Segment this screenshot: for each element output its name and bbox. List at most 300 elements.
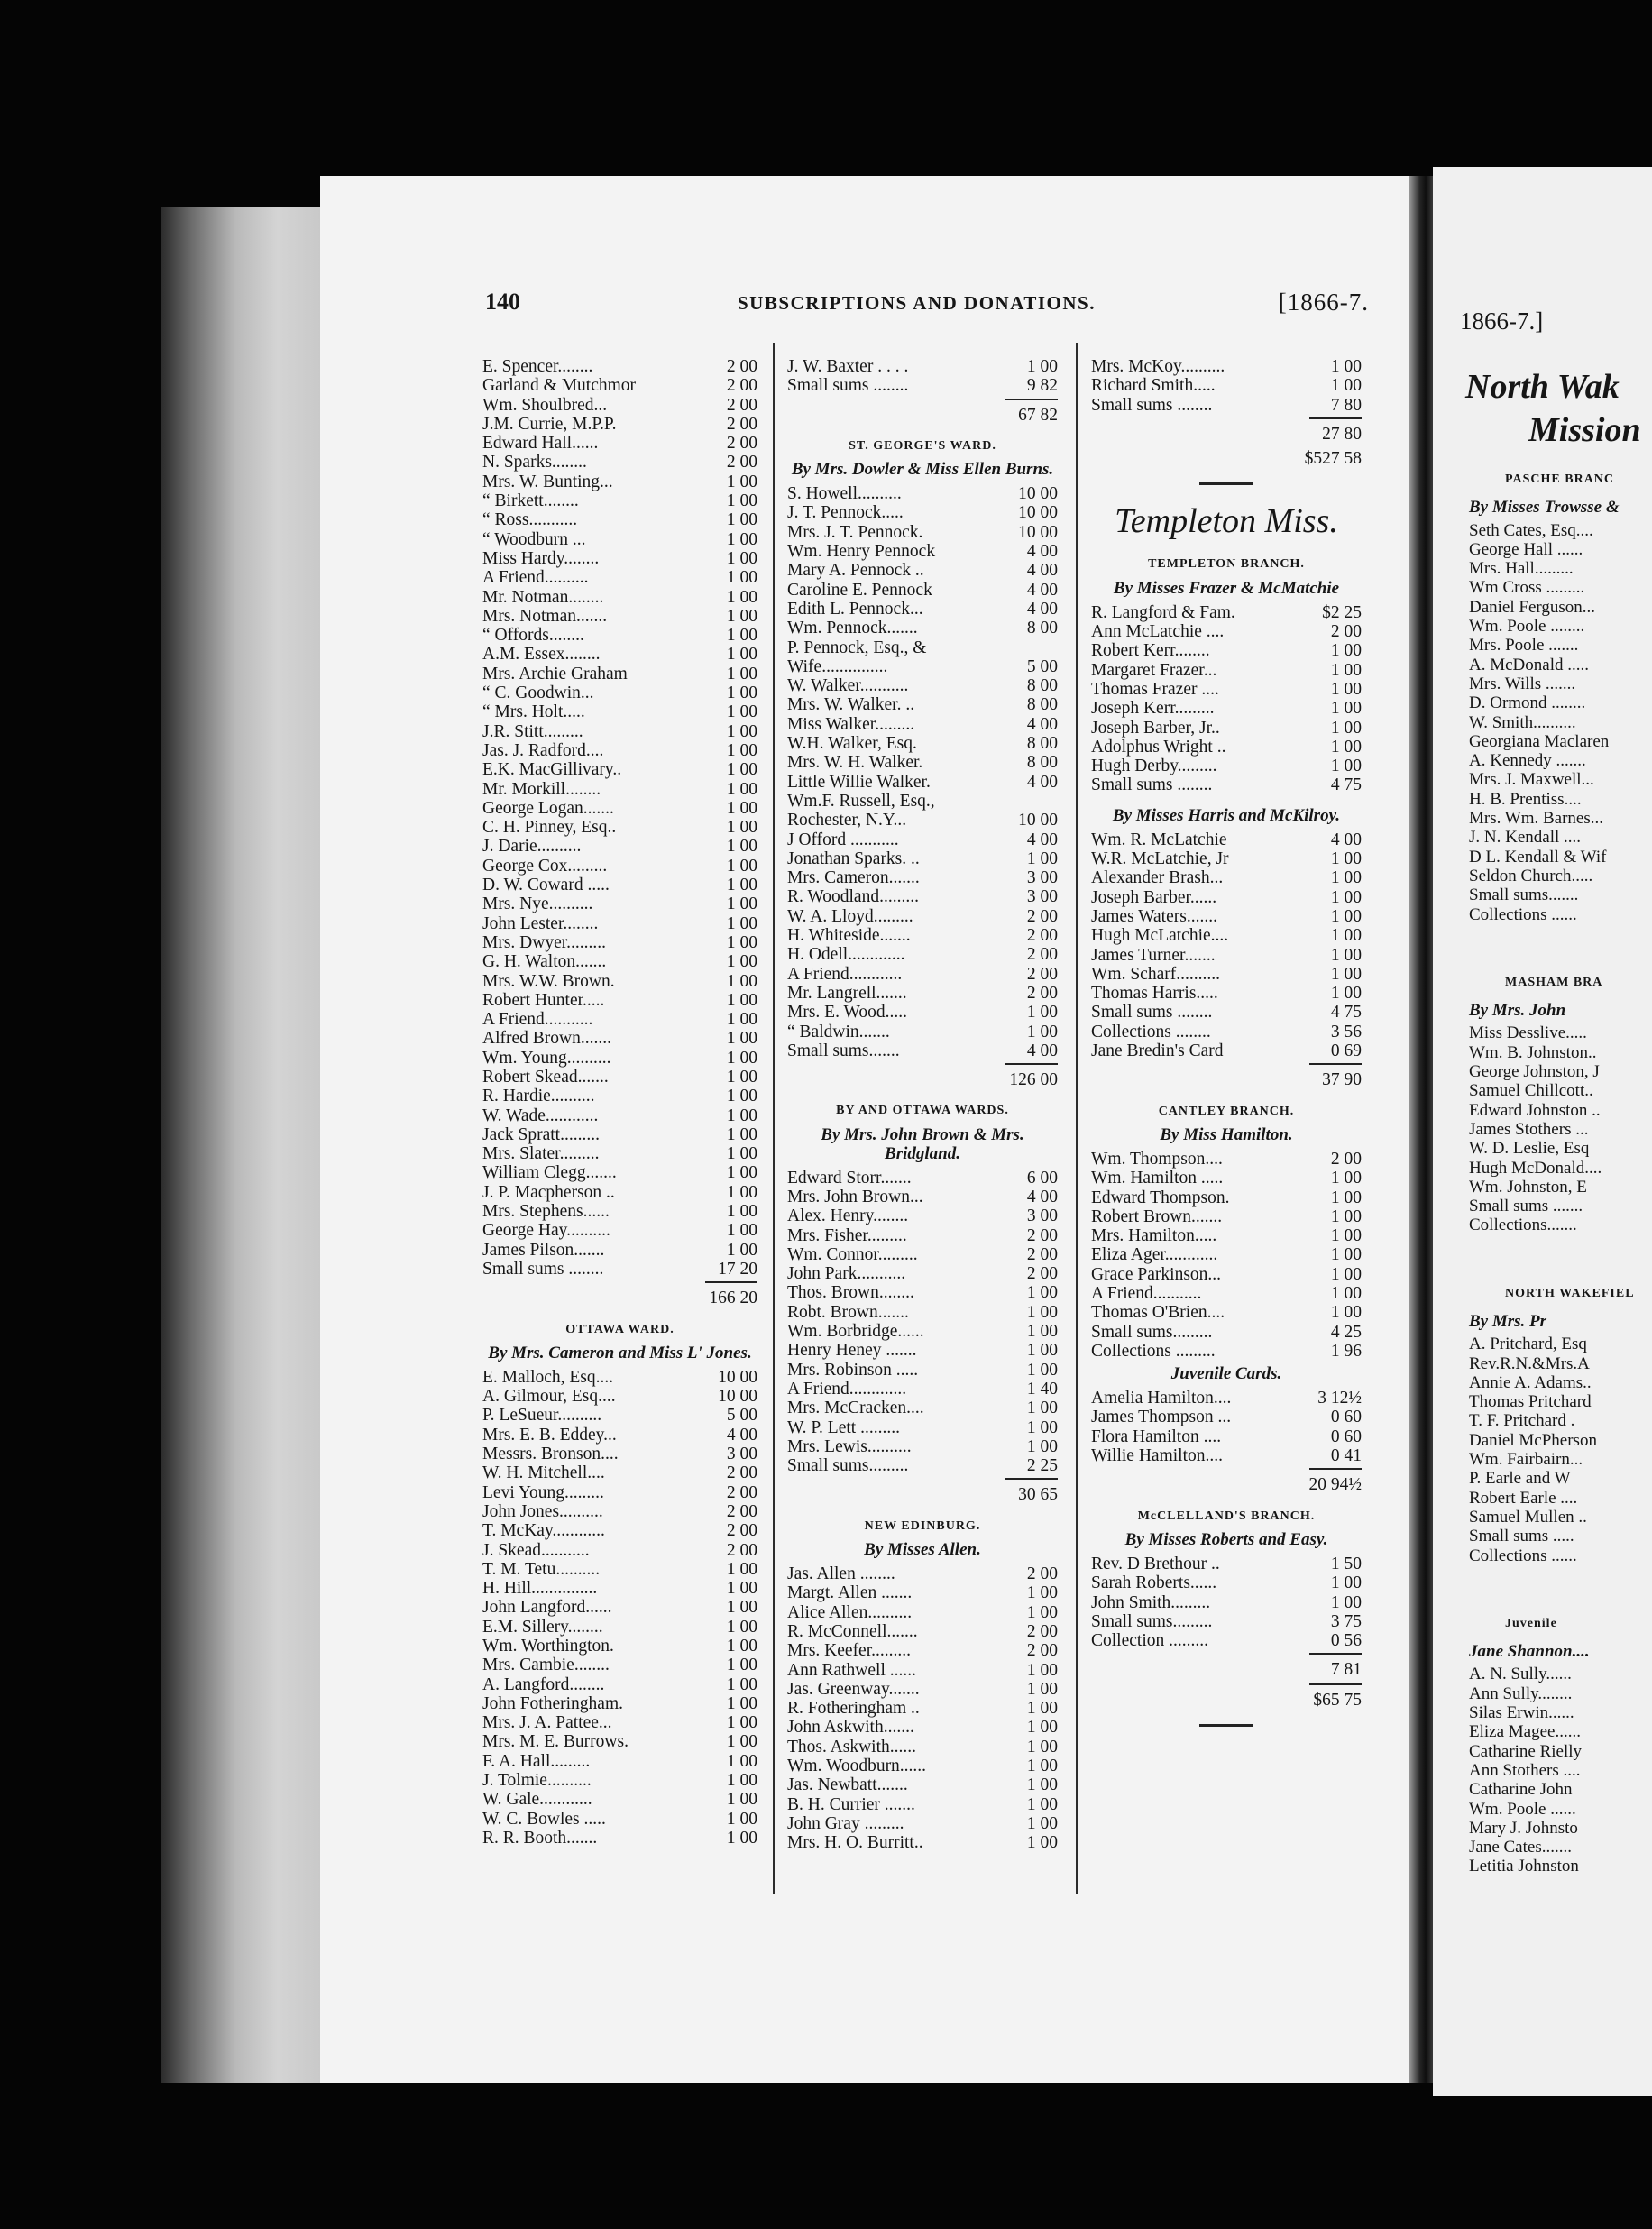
donation-row [482, 1221, 757, 1240]
donation-amount: 1 00 [1026, 1699, 1058, 1719]
section-heading: ST. GEORGE'S WARD. [849, 438, 996, 453]
donation-row [482, 760, 757, 779]
donor-name: Wm. Shoulbred... [482, 395, 608, 415]
donor-name: Mrs. W. Walker. .. [787, 695, 915, 715]
donation-row [1091, 1555, 1362, 1573]
donation-amount: 2 00 [726, 1501, 757, 1521]
donor-name: Ann Rathwell ...... [787, 1660, 916, 1680]
donation-row [787, 484, 1058, 503]
donation-row [1091, 1245, 1362, 1264]
facing-page-year: 1866-7.] [1460, 307, 1544, 335]
donor-name: Wm. R. McLatchie [1091, 830, 1227, 849]
donation-amount: 1 00 [1330, 357, 1362, 376]
donation-amount: 1 00 [1026, 1399, 1058, 1418]
donor-name: Wm. Woodburn...... [787, 1757, 927, 1775]
donor-name: John Lester........ [482, 913, 599, 933]
donor-name: Wm.F. Russell, Esq., [787, 791, 935, 811]
donation-amount: 1 00 [1026, 1775, 1058, 1795]
donation-amount: 1 00 [726, 1067, 757, 1087]
donation-row [482, 1829, 757, 1848]
donor-name: Small sums ........ [1091, 775, 1213, 795]
donation-amount: 1 00 [1330, 964, 1362, 984]
donor-name: “ Ross........... [482, 510, 578, 530]
facing-entry: Collections ...... [1469, 1546, 1577, 1565]
donation-amount: 6 00 [1026, 1168, 1058, 1188]
donation-row [787, 965, 1058, 984]
donor-name: Rochester, N.Y... [787, 811, 907, 830]
donor-name: Thos. Brown........ [787, 1283, 914, 1303]
donor-name: E.M. Sillery........ [482, 1617, 603, 1637]
donor-name: Eliza Ager............ [1091, 1245, 1218, 1265]
donation-row [482, 857, 757, 876]
donation-amount: 1 00 [1330, 1245, 1362, 1265]
donation-amount: 1 00 [1330, 1169, 1362, 1188]
donation-amount: 1 00 [1330, 641, 1362, 661]
column-2 [787, 357, 1058, 1852]
donation-amount: 1 00 [1026, 1360, 1058, 1380]
facing-entry: Ann Stothers .... [1469, 1760, 1581, 1780]
donation-row [787, 1622, 1058, 1641]
donor-name: Caroline E. Pennock [787, 580, 932, 600]
facing-entry: Wm. Johnston, E [1469, 1177, 1587, 1197]
donor-name: Wm. Connor......... [787, 1244, 918, 1264]
donation-row [482, 472, 757, 491]
facing-section-heading: Juvenile [1505, 1616, 1557, 1630]
donation-row [482, 1125, 757, 1144]
donor-name: Mr. Notman........ [482, 587, 604, 607]
section-collectors: Juvenile Cards. [1170, 1364, 1282, 1384]
donor-name: J. T. Pennock..... [787, 503, 904, 523]
donation-row [482, 1368, 757, 1387]
donor-name: Mrs. Keefer......... [787, 1641, 912, 1661]
donation-row [787, 1264, 1058, 1283]
donor-name: Mrs. McKoy.......... [1091, 357, 1225, 376]
facing-entry: W. Smith.......... [1469, 712, 1576, 732]
page-header [485, 289, 1369, 325]
donation-row [1091, 965, 1362, 984]
ward-total: 30 65 [1018, 1485, 1058, 1505]
section-heading: CANTLEY BRANCH. [1158, 1104, 1295, 1118]
donation-amount: 2 00 [1026, 1244, 1058, 1264]
donation-amount: 1 00 [1330, 1226, 1362, 1246]
donation-amount: 1 00 [726, 1144, 757, 1164]
donation-row [482, 1010, 757, 1029]
donation-row [1091, 396, 1362, 415]
donor-name: Wm. Borbridge...... [787, 1322, 924, 1342]
donor-name: Mrs. Notman....... [482, 606, 608, 626]
total-rule [705, 1281, 757, 1283]
facing-entry: By Misses Trowsse & [1469, 498, 1620, 518]
donation-amount: 1 00 [726, 971, 757, 991]
donor-name: Wm. Scharf.......... [1091, 964, 1220, 984]
donor-name: Thos. Askwith...... [787, 1737, 917, 1757]
donor-name: Alexander Brash... [1091, 868, 1224, 888]
donor-name: Margt. Allen ....... [787, 1583, 913, 1603]
donor-name: Small sums ........ [482, 1259, 604, 1279]
facing-entry: Wm. Fairbairn... [1469, 1450, 1583, 1470]
donation-amount: 1 00 [726, 683, 757, 703]
section-collectors: By Mrs. John Brown & Mrs. Bridgland. [821, 1124, 1024, 1163]
donation-row [482, 683, 757, 702]
donor-name: A Friend.......... [482, 568, 589, 588]
donation-amount: 1 00 [726, 606, 757, 626]
total-rule [1309, 1468, 1362, 1470]
facing-entry: Wm Cross ......... [1469, 578, 1585, 598]
donation-amount: 2 00 [1026, 945, 1058, 965]
donation-row [482, 607, 757, 626]
facing-entry: H. B. Prentiss.... [1469, 789, 1582, 809]
donor-name: William Clegg....... [482, 1163, 617, 1183]
donor-name: Jonathan Sparks. .. [787, 848, 920, 868]
donation-amount: 1 00 [726, 472, 757, 491]
donor-name: H. Odell............. [787, 945, 905, 965]
donation-amount: 8 00 [1026, 695, 1058, 715]
donation-amount: 1 00 [726, 491, 757, 511]
donation-row [482, 933, 757, 952]
donation-amount: 1 00 [726, 856, 757, 876]
facing-entry: Catharine John [1469, 1780, 1573, 1800]
donation-amount: 2 00 [1026, 983, 1058, 1003]
donation-amount: 1 00 [1330, 1303, 1362, 1323]
donor-name: Mrs. Nye.......... [482, 894, 593, 914]
donation-amount: 1 00 [1330, 1283, 1362, 1303]
donation-amount: 9 82 [1026, 376, 1058, 396]
mission-title: Templeton Miss. [1115, 502, 1338, 541]
facing-entry: A. McDonald ..... [1469, 655, 1589, 674]
donation-row [482, 914, 757, 933]
donor-name: James Waters....... [1091, 906, 1217, 926]
donation-row [482, 1713, 757, 1732]
donor-name: W. A. Lloyd......... [787, 906, 913, 926]
donation-row [1091, 1446, 1362, 1465]
donor-name: Adolphus Wright .. [1091, 737, 1226, 757]
donation-row [482, 952, 757, 971]
donor-name: John Park........... [787, 1264, 906, 1284]
donor-name: T. M. Tetu.......... [482, 1559, 601, 1579]
donor-name: Edward Thompson. [1091, 1188, 1230, 1207]
donor-name: Small sums....... [787, 1041, 900, 1060]
donation-row [1091, 1612, 1362, 1631]
donation-amount: 1 00 [1330, 1264, 1362, 1284]
donation-row [787, 1564, 1058, 1583]
donation-amount: 1 00 [1026, 1283, 1058, 1303]
donor-name: Alice Allen.......... [787, 1602, 913, 1622]
donation-amount: 5 00 [726, 1406, 757, 1426]
donation-amount: 2 00 [1026, 1264, 1058, 1284]
section-heading: TEMPLETON BRANCH. [1148, 557, 1305, 572]
donor-name: John Langford...... [482, 1598, 612, 1618]
donation-row [787, 773, 1058, 792]
donation-row [482, 645, 757, 664]
donor-name: Richard Smith..... [1091, 376, 1216, 396]
donation-row [787, 945, 1058, 964]
donation-amount: 1 00 [1330, 906, 1362, 926]
ward-total: 126 00 [1009, 1070, 1058, 1090]
donor-name: Small sums......... [1091, 1322, 1213, 1342]
donor-name: R. Hardie.......... [482, 1087, 595, 1106]
donation-amount: 4 00 [1026, 542, 1058, 562]
donation-row [1091, 830, 1362, 849]
donor-name: “ Woodburn ... [482, 529, 586, 549]
donation-amount: 1 00 [726, 1202, 757, 1222]
donation-row [482, 1618, 757, 1637]
donor-name: A Friend............ [787, 964, 903, 984]
donor-name: Wm. Hamilton ..... [1091, 1169, 1224, 1188]
donor-name: J Offord ........... [787, 830, 899, 849]
donation-amount: 1 00 [726, 702, 757, 722]
donation-row [482, 972, 757, 991]
donation-amount [993, 792, 1058, 811]
donor-name: Wm. Thompson.... [1091, 1149, 1223, 1169]
donation-row [787, 868, 1058, 887]
facing-entry: Samuel Chillcott.. [1469, 1081, 1593, 1101]
donation-row [787, 357, 1058, 376]
donation-row [787, 1226, 1058, 1245]
donation-amount: 1 00 [1330, 868, 1362, 888]
donation-row [787, 542, 1058, 561]
donation-amount: 1 00 [726, 1771, 757, 1791]
donation-amount: 1 00 [1330, 926, 1362, 946]
donor-name: Jas. J. Radford.... [482, 740, 604, 760]
donation-amount: 1 00 [1026, 357, 1058, 376]
donor-name: Alex. Henry........ [787, 1206, 909, 1226]
facing-entry: By Mrs. Pr [1469, 1311, 1547, 1331]
donation-row [1091, 1631, 1362, 1650]
facing-section-heading: NORTH WAKEFIEL [1505, 1286, 1635, 1300]
donor-name: Hugh McLatchie.... [1091, 926, 1229, 946]
donation-amount: 1 00 [726, 1693, 757, 1713]
donor-name: Mrs. Lewis.......... [787, 1436, 912, 1456]
donor-name: “ Offords........ [482, 626, 584, 646]
facing-entry: D. Ormond ........ [1469, 693, 1586, 713]
donation-row [482, 876, 757, 894]
donation-row [787, 1437, 1058, 1456]
donation-row [1091, 1342, 1362, 1361]
donor-name: Edward Hall...... [482, 434, 599, 454]
donor-name: W. P. Lett ......... [787, 1417, 900, 1437]
donation-amount: 1 00 [726, 721, 757, 741]
donation-amount: 17 20 [718, 1259, 757, 1279]
donor-name: John Askwith....... [787, 1718, 914, 1738]
donation-row [482, 894, 757, 913]
donation-amount: 2 00 [1026, 906, 1058, 926]
donation-row [482, 588, 757, 607]
donor-name: Small sums......... [1091, 1611, 1213, 1631]
donation-amount: 1 00 [1330, 699, 1362, 719]
donor-name: Mrs. Hamilton..... [1091, 1226, 1217, 1246]
donation-row [787, 1456, 1058, 1475]
donation-amount: 2 00 [726, 414, 757, 434]
donor-name: D. W. Coward ..... [482, 876, 610, 895]
facing-entry: Ann Sully........ [1469, 1683, 1573, 1703]
column-rule [773, 343, 775, 1894]
donor-name: Mrs. W.W. Brown. [482, 971, 615, 991]
donation-row [787, 753, 1058, 772]
donation-amount: 2 00 [1026, 964, 1058, 984]
donor-name: “ C. Goodwin... [482, 683, 594, 703]
donation-row [482, 1426, 757, 1445]
facing-entry: Wm. B. Johnston.. [1469, 1042, 1597, 1062]
donation-amount: 1 00 [1026, 1341, 1058, 1361]
donation-row [482, 741, 757, 760]
donation-amount: 1 00 [726, 1598, 757, 1618]
donor-name: A.M. Essex........ [482, 645, 601, 665]
donation-row [1091, 868, 1362, 887]
donor-name: Robert Brown....... [1091, 1206, 1223, 1226]
donor-name: J. Tolmie.......... [482, 1771, 592, 1791]
donation-amount: 1 00 [726, 1790, 757, 1810]
facing-entry: Edward Johnston .. [1469, 1100, 1601, 1120]
donation-amount: 1 00 [726, 798, 757, 818]
donation-row [1091, 1284, 1362, 1303]
donor-name: W. Walker........... [787, 676, 909, 696]
donor-name: Levi Young......... [482, 1482, 604, 1502]
total-rule [1309, 417, 1362, 419]
donor-name: H. Whiteside....... [787, 926, 911, 946]
section-collectors: By Misses Allen. [864, 1540, 981, 1560]
facing-entry: George Johnston, J [1469, 1062, 1600, 1082]
donation-row [787, 619, 1058, 638]
donation-row [482, 837, 757, 856]
donation-amount: 10 00 [1018, 503, 1058, 523]
donation-row [482, 1579, 757, 1598]
facing-entry: Mrs. Hall......... [1469, 559, 1574, 579]
donation-row [482, 1598, 757, 1617]
donation-row [1091, 1323, 1362, 1342]
donation-amount: 1 00 [726, 913, 757, 933]
donor-name: Hugh Derby......... [1091, 757, 1217, 776]
donation-row [1091, 603, 1362, 622]
donation-amount: 0 69 [1330, 1041, 1362, 1061]
donation-row [1091, 1041, 1362, 1060]
donation-amount: 1 00 [726, 529, 757, 549]
donor-name: Willie Hamilton.... [1091, 1446, 1223, 1466]
donor-name: Mrs. J. A. Pattee... [482, 1713, 612, 1733]
donor-name: Mrs. Slater......... [482, 1144, 600, 1164]
donation-amount: 3 00 [1026, 868, 1058, 888]
donation-amount: 1 00 [726, 932, 757, 952]
donation-amount: 1 00 [726, 1087, 757, 1106]
donation-row [787, 1603, 1058, 1622]
running-title: SUBSCRIPTIONS AND DONATIONS. [738, 292, 1096, 314]
donation-amount: 1 50 [1330, 1554, 1362, 1573]
facing-title-line: North Wak [1465, 368, 1620, 406]
donor-name: Margaret Frazer... [1091, 660, 1217, 680]
donation-amount: 1 00 [726, 626, 757, 646]
donor-name: A Friend........... [482, 1010, 593, 1030]
donor-name: Edith L. Pennock... [787, 599, 923, 619]
donation-row [482, 396, 757, 415]
facing-entry: George Hall ...... [1469, 539, 1583, 559]
donation-amount: 1 00 [1026, 1302, 1058, 1322]
facing-entry: P. Earle and W [1469, 1469, 1571, 1489]
donor-name: R. Fotheringham .. [787, 1699, 920, 1719]
facing-entry: Jane Shannon.... [1469, 1642, 1590, 1662]
donation-row [1091, 376, 1362, 395]
donation-row [482, 991, 757, 1010]
donor-name: N. Sparks........ [482, 453, 587, 472]
donation-row [787, 1418, 1058, 1437]
donor-name: Robert Skead....... [482, 1067, 609, 1087]
donation-amount: 1 00 [1330, 1573, 1362, 1593]
donation-row [1091, 1003, 1362, 1022]
donor-name: John Fotheringham. [482, 1693, 623, 1713]
facing-entry: Letitia Johnston [1469, 1857, 1579, 1876]
donation-row [1091, 1303, 1362, 1322]
page-number: 140 [485, 289, 520, 315]
donation-row [482, 1483, 757, 1502]
facing-entry: Mrs. J. Maxwell... [1469, 770, 1594, 790]
donation-amount: 1 00 [726, 1637, 757, 1656]
donation-row [482, 722, 757, 741]
donation-amount: 2 00 [726, 357, 757, 376]
donation-amount: 2 00 [726, 434, 757, 454]
donation-row [482, 1810, 757, 1829]
donation-row [787, 1283, 1058, 1302]
ward-total: 27 80 [1322, 424, 1362, 444]
donor-name: Mrs. Fisher......... [787, 1225, 907, 1245]
donation-amount: 0 56 [1330, 1631, 1362, 1651]
section-collectors: By Miss Hamilton. [1160, 1124, 1293, 1144]
donation-amount: 4 25 [1330, 1322, 1362, 1342]
donation-row [787, 1206, 1058, 1225]
donor-name: J.R. Stitt......... [482, 721, 583, 741]
donor-name: Grace Parkinson... [1091, 1264, 1222, 1284]
donor-name: R. McConnell....... [787, 1621, 918, 1641]
donation-amount [993, 638, 1058, 657]
donor-name: Edward Storr....... [787, 1168, 912, 1188]
donor-name: “ Birkett........ [482, 491, 579, 511]
donation-amount: 1 00 [1026, 1833, 1058, 1853]
total-rule [1309, 1063, 1362, 1065]
donor-name: Flora Hamilton .... [1091, 1426, 1222, 1446]
donation-amount: 2 00 [1026, 1641, 1058, 1661]
donation-row [787, 1399, 1058, 1417]
donation-amount: 1 00 [1330, 757, 1362, 776]
donor-name: F. A. Hall......... [482, 1751, 591, 1771]
grand-total: $65 75 [1313, 1690, 1362, 1710]
donation-row [482, 665, 757, 683]
donation-row [482, 1790, 757, 1809]
donation-row [787, 1814, 1058, 1833]
donation-amount: 10 00 [1018, 522, 1058, 542]
donor-name: S. Howell.......... [787, 484, 902, 504]
donor-name: Wife............... [787, 656, 888, 676]
donation-row [787, 1303, 1058, 1322]
donor-name: Thomas Harris..... [1091, 984, 1218, 1004]
donor-name: George Cox......... [482, 856, 608, 876]
donation-amount: 1 00 [726, 664, 757, 683]
donor-name: “ Mrs. Holt..... [482, 702, 585, 722]
donation-amount: 2 00 [726, 1540, 757, 1560]
total-rule [1309, 1683, 1362, 1685]
facing-entry: Collections ...... [1469, 904, 1577, 924]
donation-row [1091, 775, 1362, 794]
donation-row [787, 887, 1058, 906]
facing-section-heading: PASCHE BRANC [1505, 472, 1615, 486]
donation-amount: 1 00 [1330, 376, 1362, 396]
donation-row [1091, 641, 1362, 660]
donor-name: Collections ......... [1091, 1341, 1216, 1361]
section-heading: OTTAWA WARD. [565, 1322, 675, 1336]
facing-entry: A. N. Sully...... [1469, 1665, 1572, 1684]
facing-page [1433, 167, 1652, 2096]
donation-amount: 4 00 [1026, 714, 1058, 734]
donation-row [787, 1641, 1058, 1660]
donation-amount: 1 00 [726, 548, 757, 568]
facing-entry: A. Kennedy ....... [1469, 751, 1586, 771]
donation-row [482, 1049, 757, 1068]
